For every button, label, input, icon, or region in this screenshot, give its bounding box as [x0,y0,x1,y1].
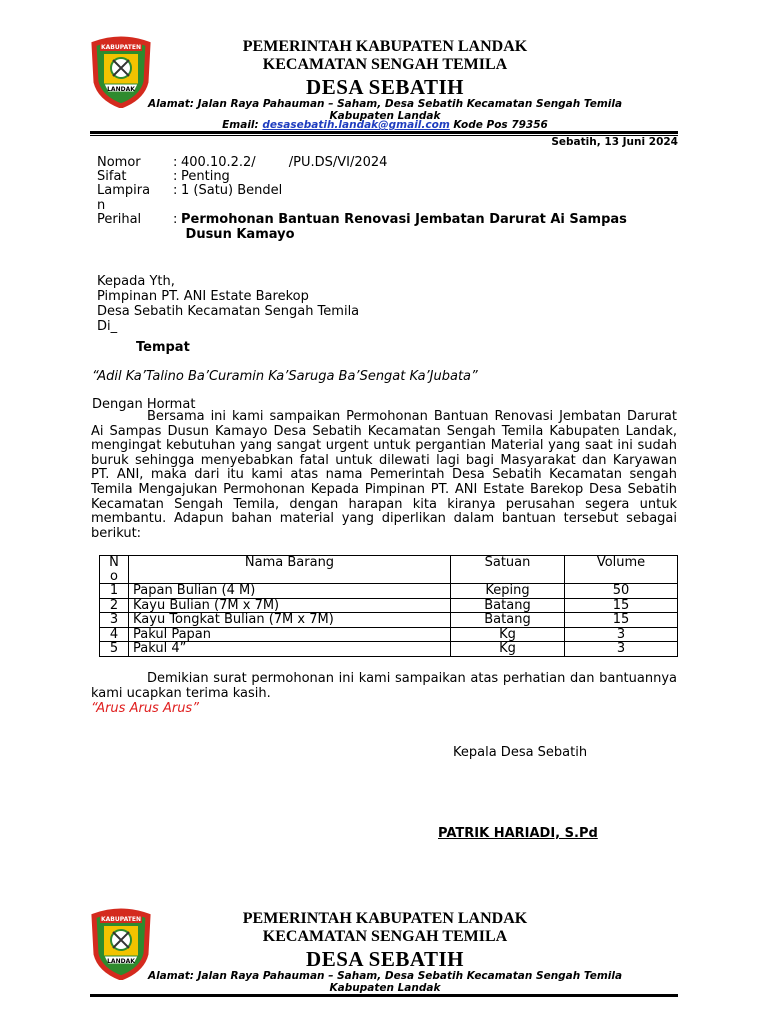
letterhead-line1: PEMERINTAH KABUPATEN LANDAK [242,910,528,927]
cell-name: Papan Bulian (4 M) [129,584,451,599]
signature-name: PATRIK HARIADI, S.Pd [438,826,598,841]
red-motto: “Arus Arus Arus” [91,701,199,716]
nomor-value: 400.10.2.2/ /PU.DS/VI/2024 [181,155,388,170]
body-paragraph-text: Bersama ini kami sampaikan Permohonan Bantuan Renovasi Jembatan Darurat Ai Sampas Dusun Kamayo Desa Sebatih Kecamatan Sengah Temila Kabupaten Landak, mengingat kebutuhan yang sangat urgent untuk pergantian Material yang saat ini sudah buruk sehingga menyebabkan fatal untuk dilewati lagi bagi Masyarakat dan Karyawan PT. ANI, maka dari itu kami atas nama Pemerintah Desa Sebatih Kecamatan sengah Temila Mengajukan Permohonan Kepada Pimpinan PT. ANI Estate Barekop Desa Sebatih Kecamatan Sengah Temila, dengan harapan kita kiranya perusahan segera untuk membantu. Adapun bahan material yang diperlikan dalam bantuan tersebut sebagai berikut: [91,409,677,541]
sifat-label: Sifat [97,169,127,184]
header-rule-thick [90,131,678,134]
perihal-label: Perihal [97,212,142,227]
body-paragraph [91,410,677,541]
lampiran-label-wrap: n [97,198,106,213]
closing-text: Demikian surat permohonan ini kami sampaikan atas perhatian dan bantuannya kami ucapkan terima kasih. [91,671,677,701]
signature-title: Kepala Desa Sebatih [453,745,588,760]
motto: “Adil Ka’Talino Ba’Curamin Ka’Saruga Ba’Sengat Ka’Jubata” [92,369,478,384]
recipient-tempat: Tempat [136,340,190,355]
cell-no: 4 [100,627,129,642]
cell-volume: 3 [565,627,678,642]
perihal-value [181,212,651,242]
cell-satuan: Batang [451,598,565,613]
table-row [100,598,678,613]
cell-name: Kayu Bulian (7M x 7M) [129,598,451,613]
greeting: Dengan Hormat [92,397,196,412]
cell-satuan: Kg [451,642,565,657]
cell-no: 5 [100,642,129,657]
letterhead-address: Alamat: Jalan Raya Pahauman – Saham, Desa Sebatih Kecamatan Sengah Temila [147,970,623,982]
table-header-row [100,556,678,584]
table-row [100,584,678,599]
letterhead-line2: KECAMATAN SENGAH TEMILA [262,928,508,945]
header-name: Nama Barang [129,556,451,584]
letterhead [0,28,768,138]
letterhead-address-kabupaten: Kabupaten Landak [329,110,441,122]
logo-bottom-text: LANDAK [107,86,135,93]
colon: : [173,183,178,198]
letterhead-page2 [0,900,768,1010]
letterhead-line2: KECAMATAN SENGAH TEMILA [262,56,508,73]
email-link[interactable]: desasebatih.landak@gmail.com [262,119,450,131]
lampiran-label: Lampira [97,183,151,198]
table-row [100,627,678,642]
perihal-value-line2: Dusun Kamayo [181,227,295,242]
table-row [100,642,678,657]
cell-volume: 3 [565,642,678,657]
header-rule-thick [90,994,678,997]
lampiran-value: 1 (Satu) Bendel [181,183,283,198]
logo-top-text: KABUPATEN [101,916,141,923]
letterhead-contact [120,119,650,131]
cell-satuan: Kg [451,627,565,642]
perihal-value-line1: Permohonan Bantuan Renovasi Jembatan Darurat Ai Sampas [181,212,627,227]
closing-paragraph [91,672,677,701]
materials-table [99,555,678,657]
colon: : [173,155,178,170]
letterhead-line3: DESA SEBATIH [306,75,464,99]
header-satuan: Satuan [451,556,565,584]
colon: : [173,212,178,227]
cell-name: Pakul 4” [129,642,451,657]
header-no: N o [100,556,129,584]
cell-no: 1 [100,584,129,599]
recipient-line1: Kepada Yth, [97,274,175,289]
recipient-block [97,274,359,334]
cell-volume: 50 [565,584,678,599]
recipient-line4: Di_ [97,319,118,334]
cell-satuan: Batang [451,613,565,628]
table-row [100,613,678,628]
cell-no: 2 [100,598,129,613]
cell-satuan: Keping [451,584,565,599]
letter-date: Sebatih, 13 Juni 2024 [551,136,678,148]
letterhead-line1: PEMERINTAH KABUPATEN LANDAK [242,38,528,55]
letterhead-address: Alamat: Jalan Raya Pahauman – Saham, Desa Sebatih Kecamatan Sengah Temila [147,98,623,110]
cell-name: Kayu Tongkat Bulian (7M x 7M) [129,613,451,628]
postal-code: Kode Pos 79356 [449,119,548,131]
recipient-line2: Pimpinan PT. ANI Estate Barekop [97,289,309,304]
nomor-label: Nomor [97,155,141,170]
recipient-line3: Desa Sebatih Kecamatan Sengah Temila [97,304,360,319]
cell-name: Pakul Papan [129,627,451,642]
sifat-value: Penting [181,169,230,184]
header-volume: Volume [565,556,678,584]
colon: : [173,169,178,184]
cell-no: 3 [100,613,129,628]
logo-bottom-text: LANDAK [107,958,135,965]
cell-volume: 15 [565,598,678,613]
cell-volume: 15 [565,613,678,628]
letterhead-line3: DESA SEBATIH [306,947,464,971]
logo-top-text: KABUPATEN [101,44,141,51]
letterhead-address-kabupaten: Kabupaten Landak [329,982,441,994]
email-label: Email: [222,119,263,131]
